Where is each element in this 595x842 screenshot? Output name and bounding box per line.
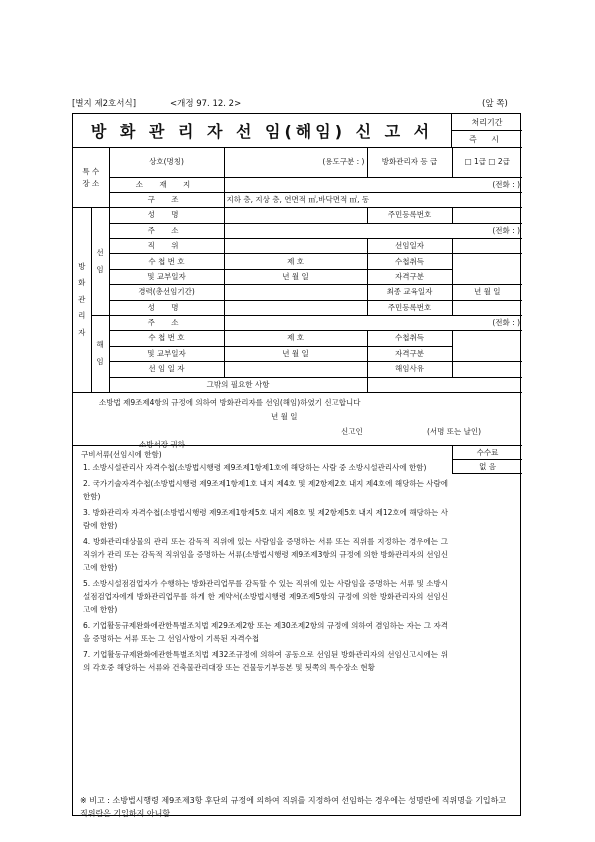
requirements-section [73, 446, 522, 689]
declaration [73, 393, 522, 449]
rrn-field[interactable] [452, 208, 522, 223]
name-label: 성 명 [109, 300, 224, 315]
form-number: [별지 제2호서식] [72, 99, 137, 109]
usage-field[interactable]: (용도구분 : ) [224, 148, 367, 177]
list-item: 4. 방화관리대상물의 관리 또는 감독적 직위에 있는 사람임을 증명하는 서류 또는 직위를 지정하는 경우에는 그 직위가 관리 또는 감독적 직위임을 증명하는 서류(소방법시행령 제9조제3항의 규정에 의한 방화관리자의 선임신고에 한함) [83, 536, 448, 572]
special-place-label: 특 수 장 소 [73, 148, 109, 208]
structure-field[interactable]: 지하 층, 지상 층, 연면적 ㎡,바닥면적 ㎡, 동 [224, 192, 522, 207]
info-table [73, 148, 522, 393]
declaration-date: 년 월 일 [271, 411, 298, 421]
table-row [73, 208, 522, 223]
table-row [73, 192, 522, 207]
location-field[interactable]: (전화 : ) [224, 177, 522, 192]
reporter-label: 신고인 [341, 426, 363, 436]
location-label: 소 재 지 [109, 177, 224, 192]
rrn-label: 주민등록번호 [367, 300, 452, 315]
processing-period-value: 즉 시 [452, 131, 522, 148]
issue-date-field[interactable]: 년 월 일 [224, 269, 367, 284]
list-item: 1. 소방시설관리사 자격수첩(소방법시행령 제9조제1항제1호에 해당하는 사람 중 소방시설관리사에 한함) [83, 462, 427, 472]
report-form [72, 113, 521, 816]
signature-label: (서명 또는 날인) [427, 426, 482, 436]
table-row [73, 239, 522, 254]
dismiss-cert-no-field[interactable]: 제 호 [224, 331, 367, 346]
position-field[interactable] [224, 239, 367, 254]
manager-group-label: 방화관리자 [73, 208, 91, 393]
form-body [73, 148, 522, 820]
rrn-label: 주민등록번호 [367, 208, 452, 223]
recipient: 소방서장 귀하 [139, 439, 185, 449]
grade-label: 방화관리자 등 급 [367, 148, 452, 177]
processing-period-label: 처리기간 [452, 114, 522, 131]
training-date-field[interactable]: 년 월 일 [452, 285, 522, 300]
career-field[interactable] [224, 285, 367, 300]
cert-type-label-2: 자격구분 [367, 269, 452, 284]
dismiss-reason-field[interactable] [452, 362, 522, 377]
career-label: 경력(총선임기간) [109, 285, 224, 300]
cert-type-label: 수첩취득 [367, 331, 452, 346]
revision-note: <개정 97. 12. 2> [170, 99, 242, 109]
name-label: 성 명 [109, 208, 224, 223]
appoint-date-label-2: 선 임 일 자 [109, 362, 224, 377]
list-item: 2. 국가기술자격수첩(소방법시행령 제9조제1항제1호 내지 제4호 및 제2항제2호 내지 제4호에 해당하는 사람에 한함) [83, 478, 448, 501]
table-row [73, 377, 522, 392]
form-title: 방 화 관 리 자 선 임(해임) 신 고 서 [73, 114, 452, 148]
table-row [73, 316, 522, 331]
address-field[interactable]: (전화 : ) [224, 223, 522, 238]
cert-type-field[interactable] [452, 254, 522, 285]
other-field[interactable] [367, 377, 522, 392]
grade-checkboxes[interactable]: □ 1급 □ 2급 [452, 148, 522, 177]
issue-date-label: 및 교부일자 [109, 346, 224, 361]
cert-type-label-2: 자격구분 [367, 346, 452, 361]
dismiss-reason-label: 해임사유 [367, 362, 452, 377]
dismiss-rrn-field[interactable] [452, 300, 522, 315]
page-side: (앞 쪽) [482, 99, 508, 109]
table-row [73, 362, 522, 377]
dismiss-cert-type-field[interactable] [452, 331, 522, 362]
requirements-heading: 구비서류(선임시에 한함) [81, 449, 162, 459]
appoint-date-field[interactable] [452, 239, 522, 254]
appoint-date-label: 선임일자 [367, 239, 452, 254]
training-date-label: 최종 교육일자 [367, 285, 452, 300]
list-item: 5. 소방시설점검업자가 수행하는 방화관리업무를 감독할 수 있는 직위에 있는 사람임을 증명하는 서류 및 소방시설점검업자에게 방화관리업무를 하게 한 계약서(소방법시행령 제9조제5항의 규정에 의한 방화관리자의 선임신고에 한함) [83, 578, 448, 614]
cert-no-label: 수 첩 번 호 [109, 254, 224, 269]
dismiss-address-field[interactable]: (전화 : ) [224, 316, 522, 331]
cert-type-label: 수첩취득 [367, 254, 452, 269]
table-row [73, 223, 522, 238]
other-label: 그밖의 필요한 사항 [109, 377, 367, 392]
fee-label: 수수료 [452, 446, 522, 460]
list-item: 7. 기업활동규제완화에관한특별조치법 제32조규정에 의하여 공동으로 선임된 방화관리자의 선임신고시에는 위의 각호중 해당하는 서류와 건축물관리대장 또는 건물등기부등본 및 됫쪽의 특수장소 현황 [83, 649, 448, 672]
list-item: 3. 방화관리자 자격수첩(소방법시행령 제9조제1항제5호 내지 제8호 및 제2항제5호 내지 제12호에 해당하는 사람에 한함) [83, 507, 448, 530]
remark-note: ※ 비고 : 소방법시행령 제9조제3항 후단의 규정에 의하여 직위를 지정하여 선임하는 경우에는 성명란에 직위명을 기입하고 직위란은 기입하지 아니함 [80, 796, 507, 818]
position-label: 직 위 [109, 239, 224, 254]
dismiss-issue-date-field[interactable]: 년 월 일 [224, 346, 367, 361]
declaration-text: 소방법 제9조제4항의 규정에 의하여 방화관리자를 선임(해임)하였기 신고합니다 [99, 397, 361, 407]
appoint-label: 선 임 [91, 208, 109, 316]
dismiss-appoint-date-field[interactable] [224, 362, 367, 377]
cert-no-field[interactable]: 제 호 [224, 254, 367, 269]
cert-no-label: 수 첩 번 호 [109, 331, 224, 346]
business-name-label: 상호(명칭) [109, 148, 224, 177]
table-row [73, 285, 522, 300]
table-row [73, 148, 522, 177]
name-field[interactable] [224, 208, 367, 223]
issue-date-label: 및 교부일자 [109, 269, 224, 284]
requirements-list [83, 461, 448, 677]
structure-label: 구 조 [109, 192, 224, 207]
table-row [73, 254, 522, 269]
table-row [73, 177, 522, 192]
table-row [73, 300, 522, 315]
dismiss-label: 해 임 [91, 316, 109, 393]
fee-value: 없 음 [452, 460, 522, 474]
address-label: 주 소 [109, 316, 224, 331]
list-item: 6. 기업활동규제완화에관한특별조치법 제29조제2항 또는 제30조제2항의 규정에 의하여 겸임하는 자는 그 자격을 증명하는 서류 또는 그 선임사항이 기록된 자격수첩 [83, 620, 448, 643]
table-row [73, 331, 522, 346]
address-label: 주 소 [109, 223, 224, 238]
dismiss-name-field[interactable] [224, 300, 367, 315]
